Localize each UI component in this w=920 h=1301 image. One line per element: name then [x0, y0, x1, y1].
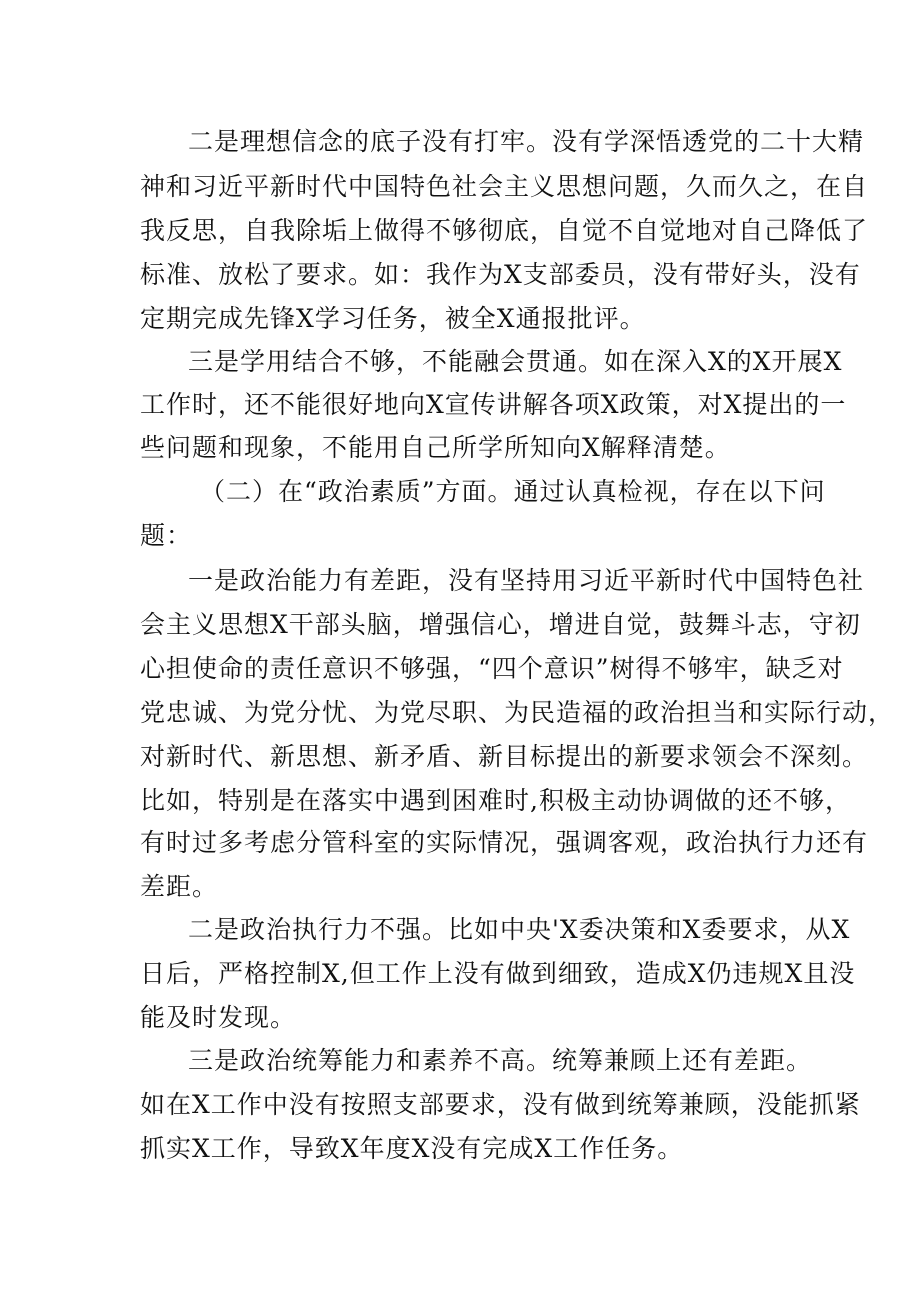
section-heading-line-2: 题：: [140, 521, 193, 550]
paragraph-3-line-6: 比如，特别是在落实中遇到困难时,积极主动协调做的还不够，: [140, 786, 851, 815]
paragraph-1-line-4: 标准、放松了要求。如：我作为X支部委员，没有带好头，没有: [140, 260, 861, 289]
paragraph-5-line-2: 如在X工作中没有按照支部要求，没有做到统筹兼顾，没能抓紧: [140, 1090, 861, 1119]
paragraph-2-line-2: 工作时，还不能很好地向X宣传讲解各项X政策，对X提出的一: [140, 390, 847, 419]
paragraph-3-line-5: 对新时代、新思想、新矛盾、新目标提出的新要求领会不深刻。: [140, 742, 869, 771]
paragraph-3-line-8: 差距。: [140, 872, 219, 901]
paragraph-1-line-5: 定期完成先锋X学习任务，被全X通报批评。: [140, 304, 646, 333]
paragraph-4-line-1: 二是政治执行力不强。比如中央'X委决策和X委要求，从X: [188, 915, 851, 944]
paragraph-2-line-1: 三是学用结合不够，不能融会贯通。如在深入X的X开展X: [188, 347, 843, 376]
paragraph-5-line-3: 抓实X工作，导致X年度X没有完成X工作任务。: [140, 1134, 684, 1163]
paragraph-4-line-3: 能及时发现。: [140, 1003, 297, 1032]
paragraph-3-line-1: 一是政治能力有差距，没有坚持用习近平新时代中国特色社: [188, 566, 865, 595]
paragraph-4-line-2: 日后，严格控制X,但工作上没有做到细致，造成X仍违规X且没: [140, 959, 856, 988]
section-heading-line-1: （二）在“政治素质”方面。通过认真检视，存在以下问: [200, 477, 826, 506]
paragraph-3-line-3: 心担使命的责任意识不够强，“四个意识”树得不够牢，缺乏对: [140, 654, 844, 683]
paragraph-3-line-4: 党忠诚、为党分忧、为党尽职、为民造福的政治担当和实际行动，: [140, 698, 895, 727]
paragraph-1-line-3: 我反思，自我除垢上做得不够彻底，自觉不自觉地对自己降低了: [140, 216, 869, 245]
paragraph-1-line-1: 二是理想信念的底子没有打牢。没有学深悟透党的二十大精: [188, 127, 865, 156]
paragraph-5-line-1: 三是政治统筹能力和素养不高。统筹兼顾上还有差距。: [188, 1046, 813, 1075]
paragraph-1-line-2: 神和习近平新时代中国特色社会主义思想问题，久而久之，在自: [140, 172, 869, 201]
paragraph-3-line-7: 有时过多考虑分管科室的实际情况，强调客观，政治执行力还有: [140, 828, 869, 857]
paragraph-3-line-2: 会主义思想X干部头脑，增强信心，增进自觉，鼓舞斗志，守初: [140, 610, 861, 639]
paragraph-2-line-3: 些问题和现象，不能用自己所学所知向X解释清楚。: [140, 433, 731, 462]
